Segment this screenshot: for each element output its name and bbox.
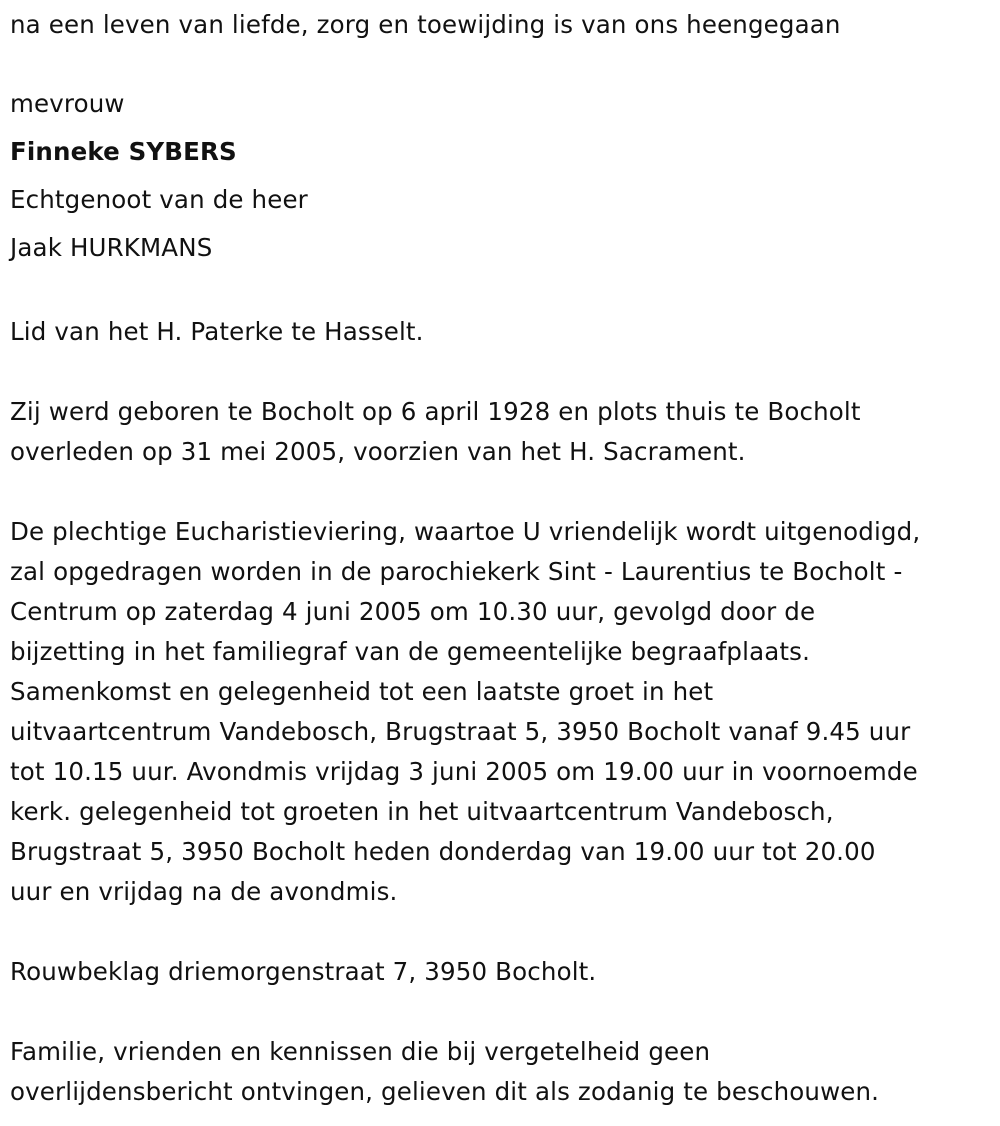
spacer [10,352,995,392]
birth-death-paragraph [10,392,995,472]
spouse-name: Jaak HURKMANS [10,233,213,262]
paragraph-line: Brugstraat 5, 3950 Bocholt heden donderdag van 19.00 uur tot 20.00 [10,837,876,866]
paragraph-line: Familie, vrienden en kennissen die bij vergetelheid geen [10,1037,711,1066]
spacer [10,472,995,512]
paragraph-line: Centrum op zaterdag 4 juni 2005 om 10.30 uur, gevolgd door de [10,597,816,626]
spacer [10,272,995,312]
obituary-document [10,0,995,1112]
spacer [10,992,995,1032]
paragraph-line: overleden op 31 mei 2005, voorzien van het H. Sacrament. [10,437,746,466]
paragraph-line: De plechtige Eucharistieviering, waartoe U vriendelijk wordt uitgenodigd, [10,517,921,546]
relation-label: Echtgenoot van de heer [10,185,308,214]
closing-paragraph [10,1032,995,1112]
paragraph-line: uitvaartcentrum Vandebosch, Brugstraat 5, 3950 Bocholt vanaf 9.45 uur [10,717,911,746]
ceremony-paragraph [10,512,995,912]
paragraph-line: overlijdensbericht ontvingen, gelieven dit als zodanig te beschouwen. [10,1077,880,1106]
spacer [10,912,995,952]
condolence-address: Rouwbeklag driemorgenstraat 7, 3950 Bocholt. [10,957,597,986]
name-block [10,80,995,272]
intro-line: na een leven van liefde, zorg en toewijding is van ons heengegaan [10,10,841,39]
paragraph-line: zal opgedragen worden in de parochiekerk Sint - Laurentius te Bocholt - [10,557,903,586]
membership-line: Lid van het H. Paterke te Hasselt. [10,317,424,346]
paragraph-line: Samenkomst en gelegenheid tot een laatste groet in het [10,677,714,706]
salutation: mevrouw [10,89,125,118]
paragraph-line: bijzetting in het familiegraf van de gemeentelijke begraafplaats. [10,637,811,666]
deceased-name: Finneke SYBERS [10,137,237,166]
paragraph-line: kerk. gelegenheid tot groeten in het uitvaartcentrum Vandebosch, [10,797,834,826]
paragraph-line: uur en vrijdag na de avondmis. [10,877,398,906]
paragraph-line: tot 10.15 uur. Avondmis vrijdag 3 juni 2005 om 19.00 uur in voornoemde [10,757,918,786]
paragraph-line: Zij werd geboren te Bocholt op 6 april 1928 en plots thuis te Bocholt [10,397,861,426]
